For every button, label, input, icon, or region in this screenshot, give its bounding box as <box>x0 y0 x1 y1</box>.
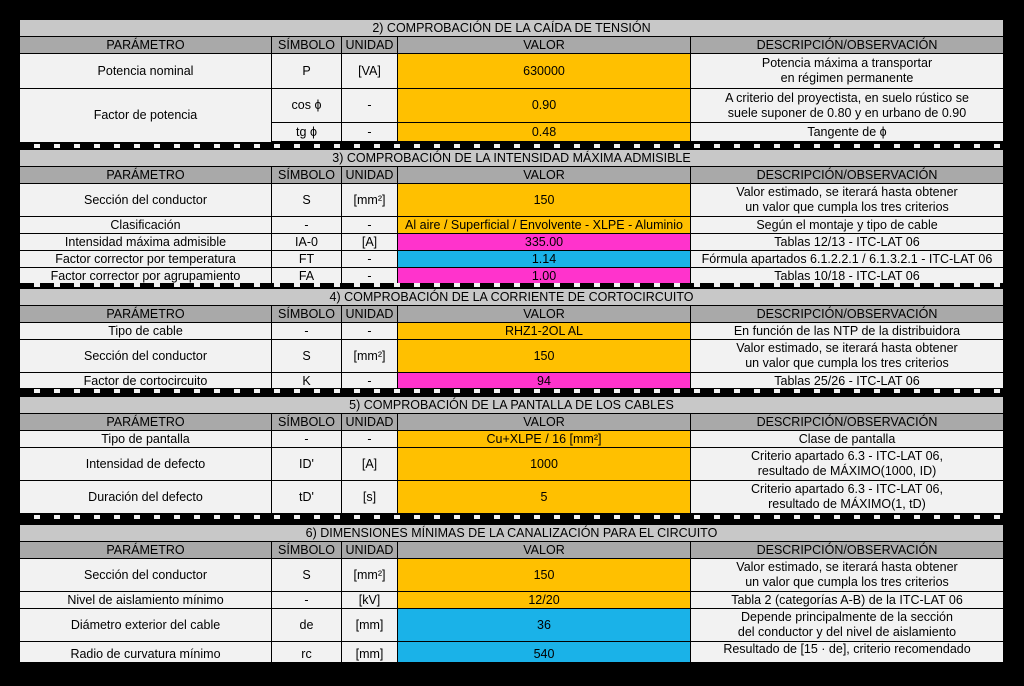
table-row <box>20 268 1003 283</box>
table-row <box>20 54 1003 89</box>
unit-cell: - <box>342 123 398 141</box>
table-row <box>20 448 1003 481</box>
symbol-cell: ID' <box>272 448 342 480</box>
header-param: PARÁMETRO <box>20 37 272 53</box>
value-cell[interactable]: 1000 <box>398 448 691 480</box>
symbol-cell: - <box>272 217 342 233</box>
value-dropdown[interactable]: RHZ1-2OL AL <box>398 323 691 339</box>
header-desc: DESCRIPCIÓN/OBSERVACIÓN <box>691 167 1003 183</box>
header-symbol: SÍMBOLO <box>272 37 342 53</box>
value-cell[interactable]: 94 <box>398 373 691 388</box>
param-cell: Sección del conductor <box>20 184 272 216</box>
header-unit: UNIDAD <box>342 37 398 53</box>
symbol-cell: IA-0 <box>272 234 342 250</box>
desc-cell <box>691 481 1003 513</box>
symbol-cell: S <box>272 184 342 216</box>
desc-cell: Resultado de [15 · de], criterio recomendado <box>691 642 1003 662</box>
desc-cell <box>691 559 1003 591</box>
value-dropdown[interactable]: Al aire / Superficial / Envolvente - XLPE - Aluminio <box>398 217 691 233</box>
table-row <box>20 340 1003 373</box>
param-cell: Potencia nominal <box>20 54 272 88</box>
unit-cell: [mm²] <box>342 184 398 216</box>
header-value: VALOR <box>398 414 691 430</box>
table-subrow <box>272 89 1003 123</box>
header-symbol: SÍMBOLO <box>272 306 342 322</box>
table-row <box>20 184 1003 217</box>
split-rows <box>272 89 1003 142</box>
header-row <box>20 37 1003 54</box>
symbol-cell: rc <box>272 642 342 662</box>
unit-cell: - <box>342 373 398 388</box>
table-subrow <box>272 123 1003 141</box>
value-cell[interactable]: 5 <box>398 481 691 513</box>
unit-cell: - <box>342 89 398 122</box>
cut-divider <box>20 389 1003 393</box>
symbol-cell: cos ϕ <box>272 89 342 122</box>
desc-cell <box>691 340 1003 372</box>
param-cell: Sección del conductor <box>20 340 272 372</box>
unit-cell: [mm²] <box>342 340 398 372</box>
table-row <box>20 323 1003 340</box>
symbol-cell: - <box>272 431 342 447</box>
param-cell: Factor corrector por temperatura <box>20 251 272 267</box>
section-voltage-drop <box>20 20 1003 147</box>
desc-line: Criterio apartado 6.3 - ITC-LAT 06, <box>751 482 943 496</box>
header-symbol: SÍMBOLO <box>272 414 342 430</box>
header-row <box>20 414 1003 431</box>
header-desc: DESCRIPCIÓN/OBSERVACIÓN <box>691 306 1003 322</box>
value-cell[interactable]: 150 <box>398 340 691 372</box>
unit-cell: - <box>342 268 398 283</box>
header-value: VALOR <box>398 167 691 183</box>
unit-cell: [kV] <box>342 592 398 608</box>
header-param: PARÁMETRO <box>20 414 272 430</box>
param-cell: Clasificación <box>20 217 272 233</box>
desc-line: en régimen permanente <box>780 71 914 85</box>
desc-line: Valor estimado, se iterará hasta obtener <box>736 185 958 199</box>
section-cable-screen <box>20 397 1003 514</box>
value-cell[interactable]: 540 <box>398 642 691 662</box>
symbol-cell: P <box>272 54 342 88</box>
table-row <box>20 431 1003 448</box>
symbol-cell: S <box>272 340 342 372</box>
table-row <box>20 559 1003 592</box>
unit-cell: [A] <box>342 234 398 250</box>
header-param: PARÁMETRO <box>20 542 272 558</box>
desc-line: Depende principalmente de la sección <box>741 610 953 624</box>
header-row <box>20 542 1003 559</box>
header-symbol: SÍMBOLO <box>272 542 342 558</box>
desc-cell <box>691 609 1003 641</box>
desc-cell <box>691 448 1003 480</box>
table-row <box>20 592 1003 609</box>
desc-line: Potencia máxima a transportar <box>761 56 933 70</box>
table-row <box>20 251 1003 268</box>
section-title: 3) COMPROBACIÓN DE LA INTENSIDAD MÁXIMA ADMISIBLE <box>20 150 1003 167</box>
header-value: VALOR <box>398 37 691 53</box>
header-symbol: SÍMBOLO <box>272 167 342 183</box>
unit-cell: [mm] <box>342 609 398 641</box>
symbol-cell: - <box>272 592 342 608</box>
param-cell: Radio de curvatura mínimo <box>20 642 272 662</box>
unit-cell: [VA] <box>342 54 398 88</box>
spreadsheet <box>20 20 1003 668</box>
symbol-cell: FA <box>272 268 342 283</box>
header-value: VALOR <box>398 306 691 322</box>
header-unit: UNIDAD <box>342 306 398 322</box>
desc-cell: Según el montaje y tipo de cable <box>691 217 1003 233</box>
unit-cell: - <box>342 323 398 339</box>
value-cell[interactable]: 36 <box>398 609 691 641</box>
header-value: VALOR <box>398 542 691 558</box>
value-cell[interactable]: 630000 <box>398 54 691 88</box>
value-cell[interactable]: 0.90 <box>398 89 691 122</box>
symbol-cell: tg ϕ <box>272 123 342 141</box>
param-cell: Diámetro exterior del cable <box>20 609 272 641</box>
value-cell[interactable]: 1.00 <box>398 268 691 283</box>
desc-cell: Tablas 10/18 - ITC-LAT 06 <box>691 268 1003 283</box>
desc-line: Criterio apartado 6.3 - ITC-LAT 06, <box>751 449 943 463</box>
header-unit: UNIDAD <box>342 542 398 558</box>
value-cell[interactable]: 150 <box>398 559 691 591</box>
header-param: PARÁMETRO <box>20 167 272 183</box>
desc-line: un valor que cumpla los tres criterios <box>745 356 949 370</box>
cut-divider <box>20 144 1003 148</box>
header-desc: DESCRIPCIÓN/OBSERVACIÓN <box>691 542 1003 558</box>
desc-cell: Tabla 2 (categorías A-B) de la ITC-LAT 06 <box>691 592 1003 608</box>
table-row <box>20 642 1003 663</box>
section-short-circuit <box>20 289 1003 388</box>
desc-cell: Clase de pantalla <box>691 431 1003 447</box>
param-cell: Sección del conductor <box>20 559 272 591</box>
cut-divider <box>20 283 1003 287</box>
header-desc: DESCRIPCIÓN/OBSERVACIÓN <box>691 414 1003 430</box>
header-row <box>20 167 1003 184</box>
param-cell: Nivel de aislamiento mínimo <box>20 592 272 608</box>
value-cell[interactable]: 1.14 <box>398 251 691 267</box>
desc-cell: Tablas 12/13 - ITC-LAT 06 <box>691 234 1003 250</box>
header-unit: UNIDAD <box>342 167 398 183</box>
param-cell: Intensidad de defecto <box>20 448 272 480</box>
section-title: 6) DIMENSIONES MÍNIMAS DE LA CANALIZACIÓN PARA EL CIRCUITO <box>20 525 1003 542</box>
value-dropdown[interactable]: Cu+XLPE / 16 [mm²] <box>398 431 691 447</box>
unit-cell: - <box>342 431 398 447</box>
desc-line: resultado de MÁXIMO(1000, ID) <box>757 464 937 478</box>
desc-cell <box>691 89 1003 122</box>
header-desc: DESCRIPCIÓN/OBSERVACIÓN <box>691 37 1003 53</box>
param-cell: Factor de cortocircuito <box>20 373 272 388</box>
desc-cell: Fórmula apartados 6.1.2.2.1 / 6.1.3.2.1 - ITC-LAT 06 <box>691 251 1003 267</box>
section-title: 5) COMPROBACIÓN DE LA PANTALLA DE LOS CABLES <box>20 397 1003 414</box>
header-unit: UNIDAD <box>342 414 398 430</box>
unit-cell: - <box>342 251 398 267</box>
desc-cell: Tangente de ϕ <box>691 123 1003 141</box>
desc-line: suele suponer de 0.80 y en urbano de 0.90 <box>727 105 967 120</box>
table-row <box>20 217 1003 234</box>
value-cell[interactable]: 335.00 <box>398 234 691 250</box>
table-row <box>20 481 1003 514</box>
table-row <box>20 373 1003 388</box>
unit-cell: [A] <box>342 448 398 480</box>
desc-line: un valor que cumpla los tres criterios <box>745 575 949 589</box>
desc-cell <box>691 184 1003 216</box>
param-cell: Tipo de pantalla <box>20 431 272 447</box>
desc-line: resultado de MÁXIMO(1, tD) <box>768 497 926 511</box>
table-row <box>20 609 1003 642</box>
param-cell: Intensidad máxima admisible <box>20 234 272 250</box>
desc-cell <box>691 54 1003 88</box>
header-param: PARÁMETRO <box>20 306 272 322</box>
header-row <box>20 306 1003 323</box>
param-cell: Tipo de cable <box>20 323 272 339</box>
unit-cell: [mm] <box>342 642 398 662</box>
section-max-current <box>20 150 1003 283</box>
desc-line: un valor que cumpla los tres criterios <box>745 200 949 214</box>
param-cell: Duración del defecto <box>20 481 272 513</box>
value-cell[interactable]: 150 <box>398 184 691 216</box>
symbol-cell: de <box>272 609 342 641</box>
section-title: 4) COMPROBACIÓN DE LA CORRIENTE DE CORTOCIRCUITO <box>20 289 1003 306</box>
desc-cell: Tablas 25/26 - ITC-LAT 06 <box>691 373 1003 388</box>
desc-cell: En función de las NTP de la distribuidora <box>691 323 1003 339</box>
desc-line: A criterio del proyectista, en suelo rústico se <box>725 90 969 105</box>
param-cell: Factor corrector por agrupamiento <box>20 268 272 283</box>
value-dropdown[interactable]: 12/20 <box>398 592 691 608</box>
desc-line: Valor estimado, se iterará hasta obtener <box>736 341 958 355</box>
section-duct-dimensions <box>20 525 1003 668</box>
table-row <box>20 234 1003 251</box>
value-cell[interactable]: 0.48 <box>398 123 691 141</box>
section-title: 2) COMPROBACIÓN DE LA CAÍDA DE TENSIÓN <box>20 20 1003 37</box>
desc-line: Valor estimado, se iterará hasta obtener <box>736 560 958 574</box>
symbol-cell: S <box>272 559 342 591</box>
symbol-cell: K <box>272 373 342 388</box>
symbol-cell: FT <box>272 251 342 267</box>
unit-cell: - <box>342 217 398 233</box>
desc-line: del conductor y del nivel de aislamiento <box>737 625 957 639</box>
symbol-cell: tD' <box>272 481 342 513</box>
cut-divider <box>20 515 1003 519</box>
unit-cell: [s] <box>342 481 398 513</box>
symbol-cell: - <box>272 323 342 339</box>
param-cell: Factor de potencia <box>20 89 272 142</box>
table-row <box>20 89 1003 143</box>
unit-cell: [mm²] <box>342 559 398 591</box>
